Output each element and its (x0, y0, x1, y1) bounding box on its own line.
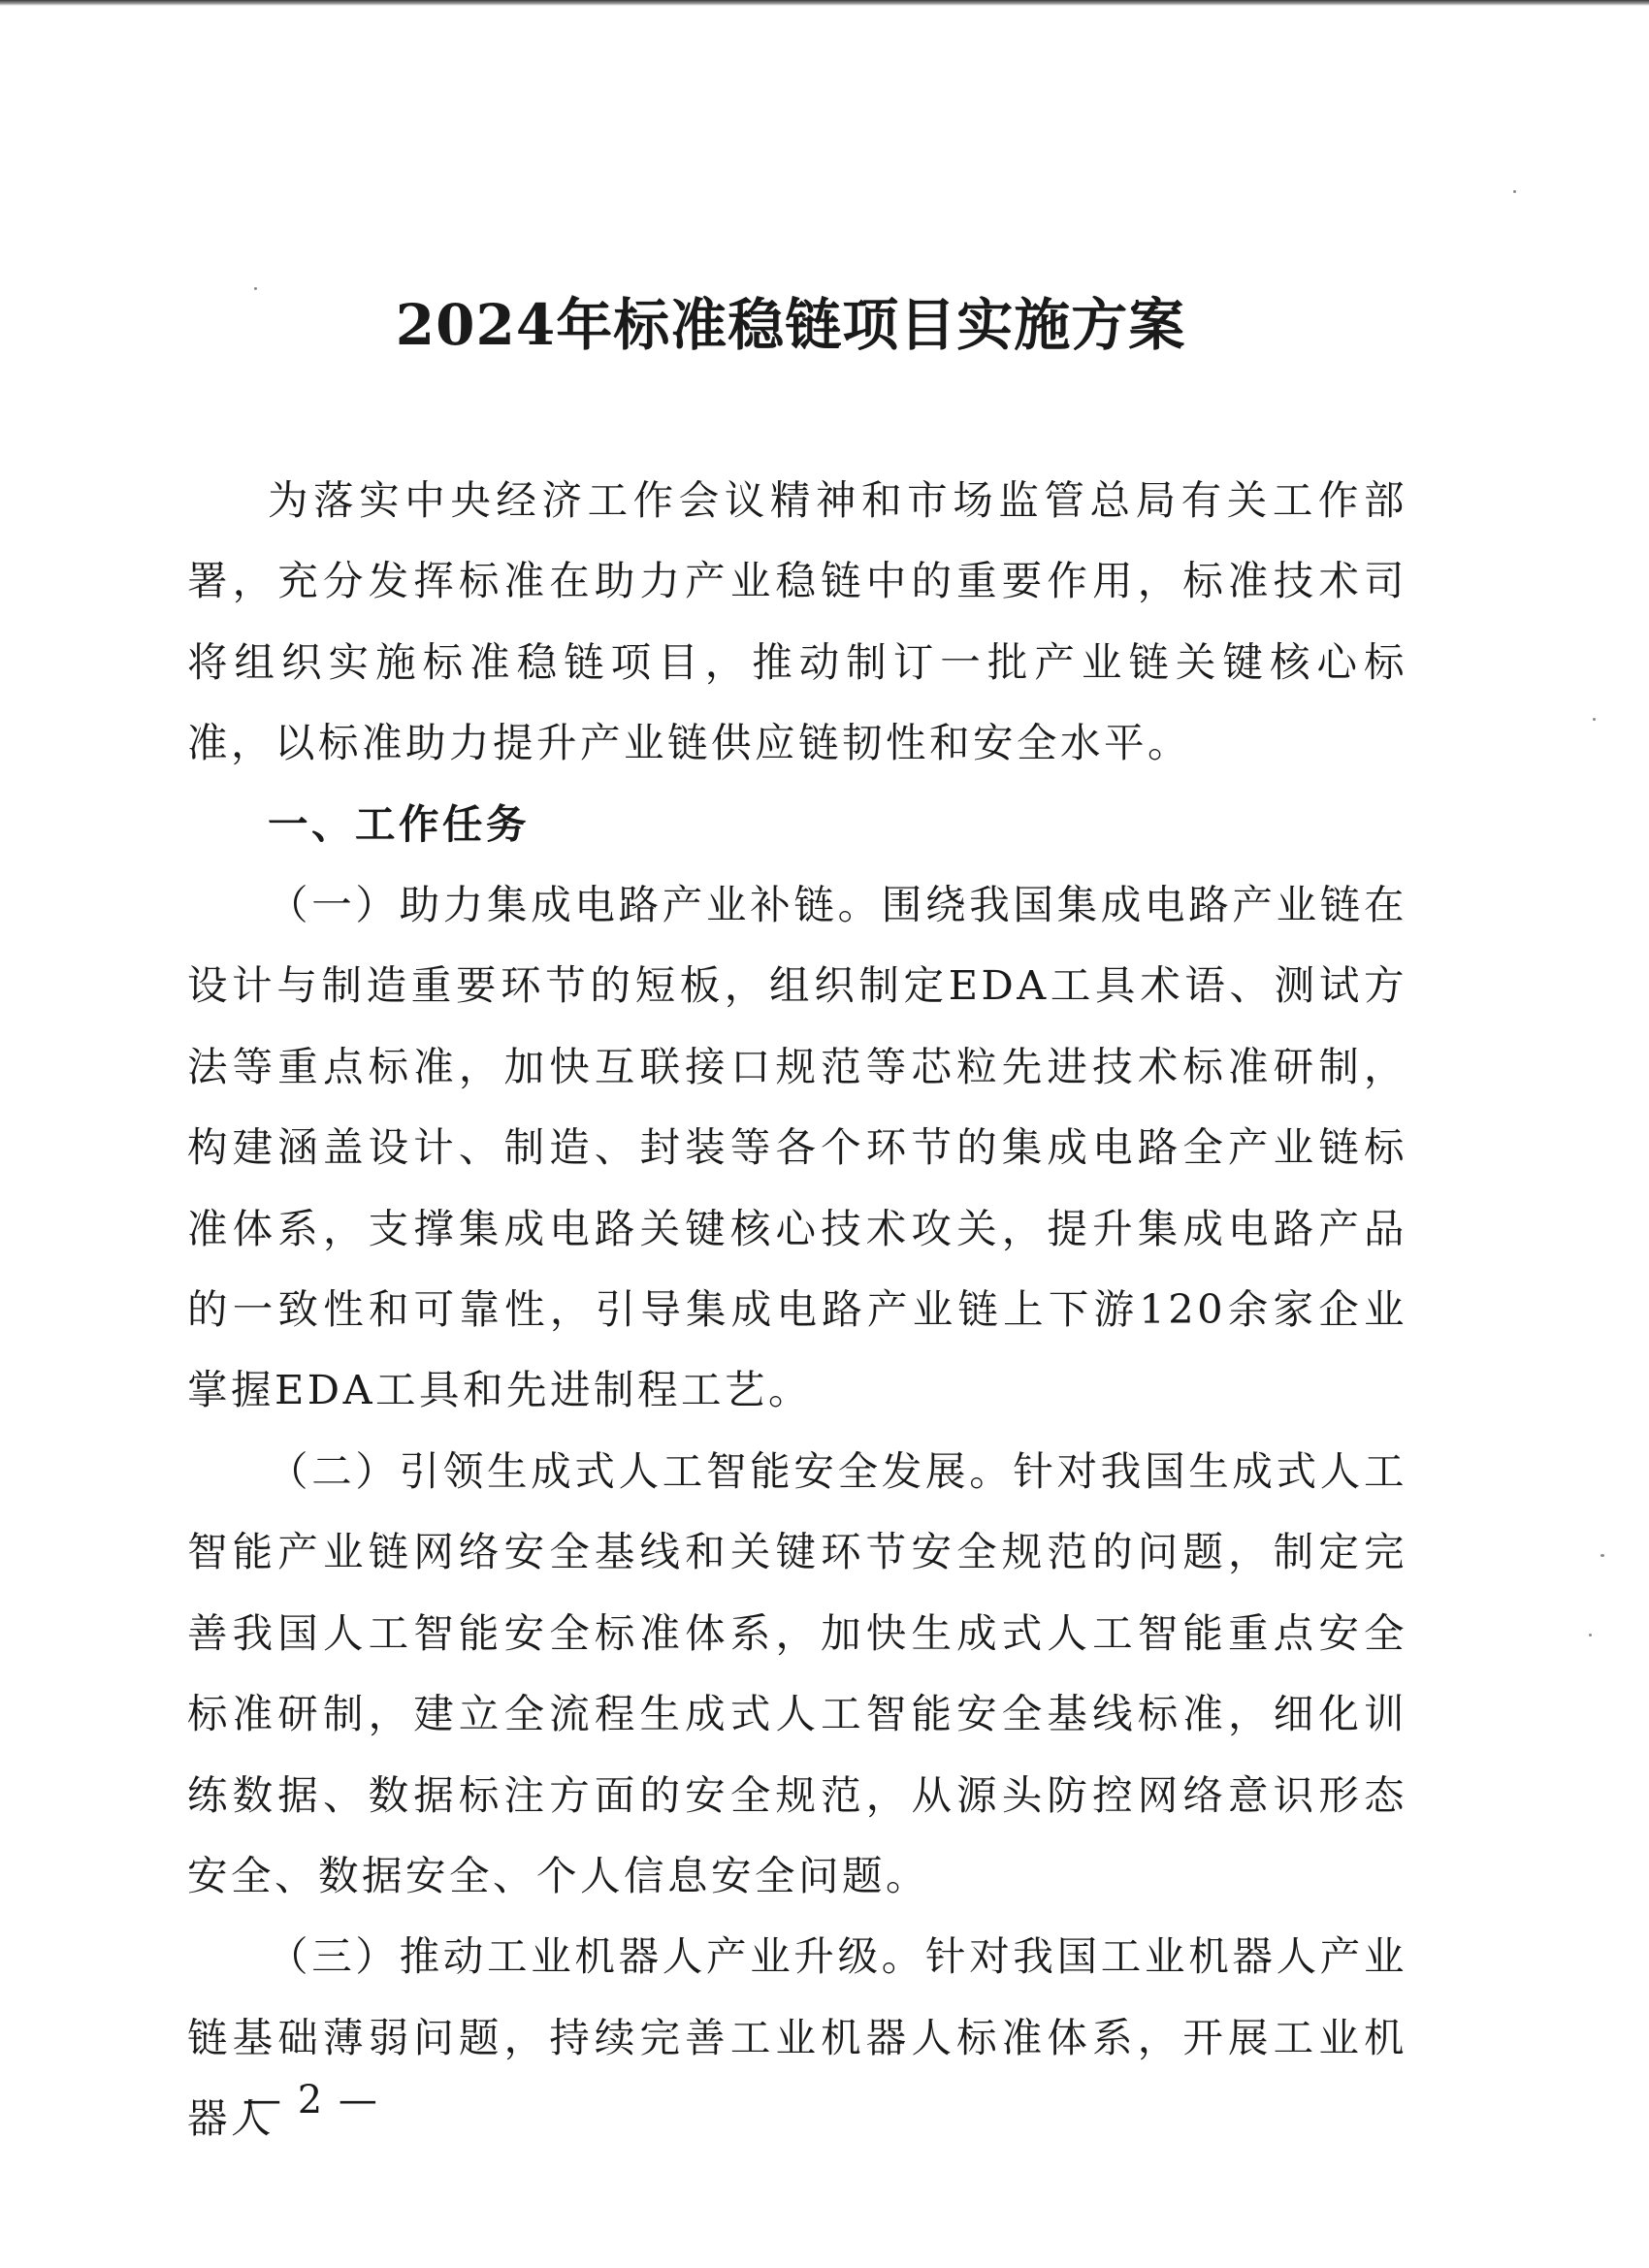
scan-speck (1593, 718, 1596, 721)
scan-top-edge (0, 0, 1649, 6)
page-number: — 2 — (242, 2078, 379, 2122)
task-paragraph-1: （一）助力集成电路产业补链。围绕我国集成电路产业链在设计与制造重要环节的短板，组织制定EDA工具术语、测试方法等重点标准，加快互联接口规范等芯粒先进技术标准研制，构建涵盖设计、制造、封装等各个环节的集成电路全产业链标准体系，支撑集成电路关键核心技术攻关，提升集成电路产品的一致性和可靠性，引导集成电路产业链上下游120余家企业掌握EDA工具和先进制程工艺。 (187, 881, 1407, 1414)
scan-speck (1600, 1554, 1604, 1557)
scan-speck (1589, 1634, 1592, 1636)
document-title: 2024年标准稳链项目实施方案 (395, 292, 1186, 358)
section-heading-work-tasks: 一、工作任务 (268, 799, 531, 848)
intro-paragraph: 为落实中央经济工作会议精神和市场监管总局有关工作部署，充分发挥标准在助力产业稳链中的重要作用，标准技术司将组织实施标准稳链项目，推动制订一批产业链关键核心标准，以标准助力提升产业链供应链韧性和安全水平。 (187, 476, 1407, 767)
task-paragraph-2: （二）引领生成式人工智能安全发展。针对我国生成式人工智能产业链网络安全基线和关键环节安全规范的问题，制定完善我国人工智能安全标准体系，加快生成式人工智能重点安全标准研制，建立全流程生成式人工智能安全基线标准，细化训练数据、数据标注方面的安全规范，从源头防控网络意识形态安全、数据安全、个人信息安全问题。 (187, 1446, 1407, 1899)
document-body (187, 460, 1407, 2159)
scan-speck (254, 287, 257, 290)
task-paragraph-3: （三）推动工业机器人产业升级。针对我国工业机器人产业链基础薄弱问题，持续完善工业机器人标准体系，开展工业机器人 (187, 1932, 1407, 2143)
scan-speck (1513, 190, 1516, 193)
